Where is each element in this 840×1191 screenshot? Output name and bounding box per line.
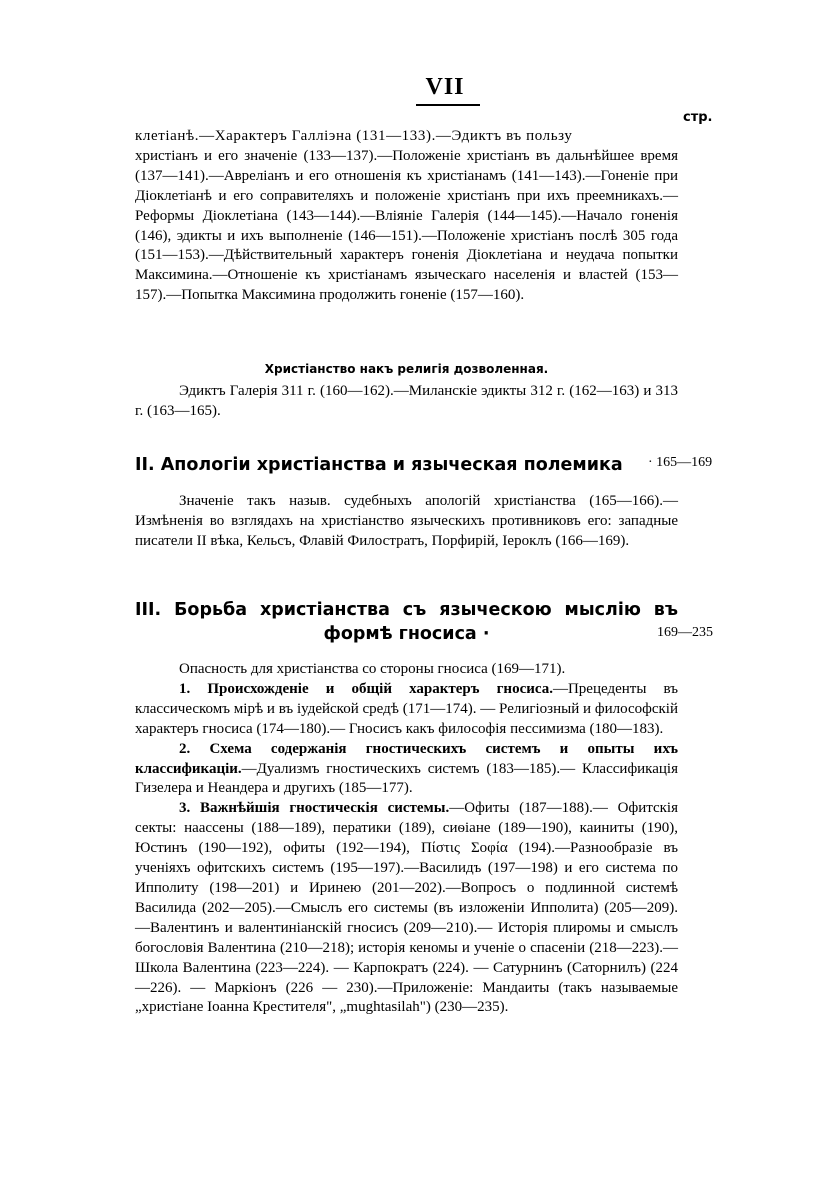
section2-heading: II. Апологіи христіанства и языческая полемика [135,455,623,475]
page-number: VII [425,74,465,100]
section3-pages: 169—235 [657,625,713,640]
section3-item-2-text: —Дуализмъ гностическихъ системъ (183—185).— Классификація Гизелера и Неандера и другихъ (185—177). [135,760,678,797]
section3-item-2-title: 2. Схема содержанія гностическихъ системъ и опыты ихъ классификаціи. [135,740,678,777]
section2-paragraph [135,492,678,552]
section3-item-3-title: 3. Важнѣйшія гностическія системы. [179,800,450,817]
section3-item-1-title: 1. Происхожденіе и общій характеръ гносиса. [179,680,553,697]
section3-item-3-text: —Офиты (187—188).— Офитскія секты: наассены (188—189), ператики (189), сиѳіане (189—190), каиниты (190), Юстинъ (190—192), офиты (192—194), Πίστις Σοφία (194).—Разнообразіе въ ученіяхъ офитскихъ системъ (195—197).—Василидъ (197—198) и его система по Ипполиту (198—201) и Иринею (201—202).—Вопросъ о подлинной системѣ Василида (202—205).—Смыслъ его системы (въ изложеніи Ипполита) (205—209).—Валентинъ и валентиніанскій гносисъ (209—210).— Исторія плиромы и смыслъ богословія Валентина (210—218); исторія кеномы и ученіе о спасеніи (218—223).—Школа Валентина (223—224). — Карпократъ (224). — Сатурнинъ (Саторнилъ) (224—226). — Маркіонъ (226 — 230).—Приложеніе: Мандаиты (такъ называемые „христіане Іоанна Крестителя", „mughtasilah") (230—235). [135,800,678,1016]
section2-pages: · 165—169 [648,455,713,470]
section3-intro: Опасность для христіанства со стороны гносиса (169—171). [179,661,566,677]
section3-item-1-text: —Прецеденты въ классическомъ мірѣ и въ іудейской средѣ (171—174). — Религіозный и философскій характеръ гносиса (174—180).— Гносисъ какъ философія пессимизма (180—183). [135,680,678,737]
section1-subheading: Христіанство накъ религія дозволенная. [264,362,549,376]
page-number-rule [416,104,480,106]
section3-item-1 [135,680,678,740]
section3-heading-line1: III. Борьба христіанства съ языческою мыслію въ [135,600,678,620]
section1-paragraph-text: Эдиктъ Галерія 311 г. (160—162).—Миланскіе эдикты 312 г. (162—163) и 313 г. (163—165). [135,383,678,419]
section3-heading-line2: формѣ гносиса · [323,624,490,644]
section3-body [135,660,678,1018]
section1-paragraph [135,382,678,422]
section1-line-0: клетіанѣ.—Характеръ Галліэна (131—133).—Эдиктъ въ пользу [135,128,573,144]
section3-item-3 [135,799,678,1018]
section1-text [135,127,678,306]
section2-paragraph-text: Значеніе такъ назыв. судебныхъ апологій христіанства (165—166).—Измѣненія во взглядахъ на христіанство языческихъ противниковъ его: западные писатели II вѣка, Кельсъ, Флавій Филостратъ, Порфирій, Іероклъ (166—169). [135,493,678,549]
section3-item-2 [135,740,678,800]
page-column-label: стр. [683,110,713,125]
section1-line-1: христіанъ и его значеніе (133—137).—Положеніе христіанъ въ дальнѣйшее время (137—141).—Авреліанъ и его отношенія къ христіанамъ (141—143).—Гоненіе при Діоклетіанѣ и его соправителяхъ и положеніе христіанъ при ихъ преемникахъ.—Реформы Діоклетіана (143—144).—Вліяніе Галерія (144—145).—Начало гоненія (146), эдикты и ихъ выполненіе (146—151).—Положеніе христіанъ послѣ 305 года (151—153).—Дѣйствительный характеръ гоненія Діоклетіана и неудача попытки Максимина.—Отношеніе къ христіанамъ языческаго населенія и властей (153—157).—Попытка Максимина продолжить гоненіе (157—160). [135,147,678,304]
